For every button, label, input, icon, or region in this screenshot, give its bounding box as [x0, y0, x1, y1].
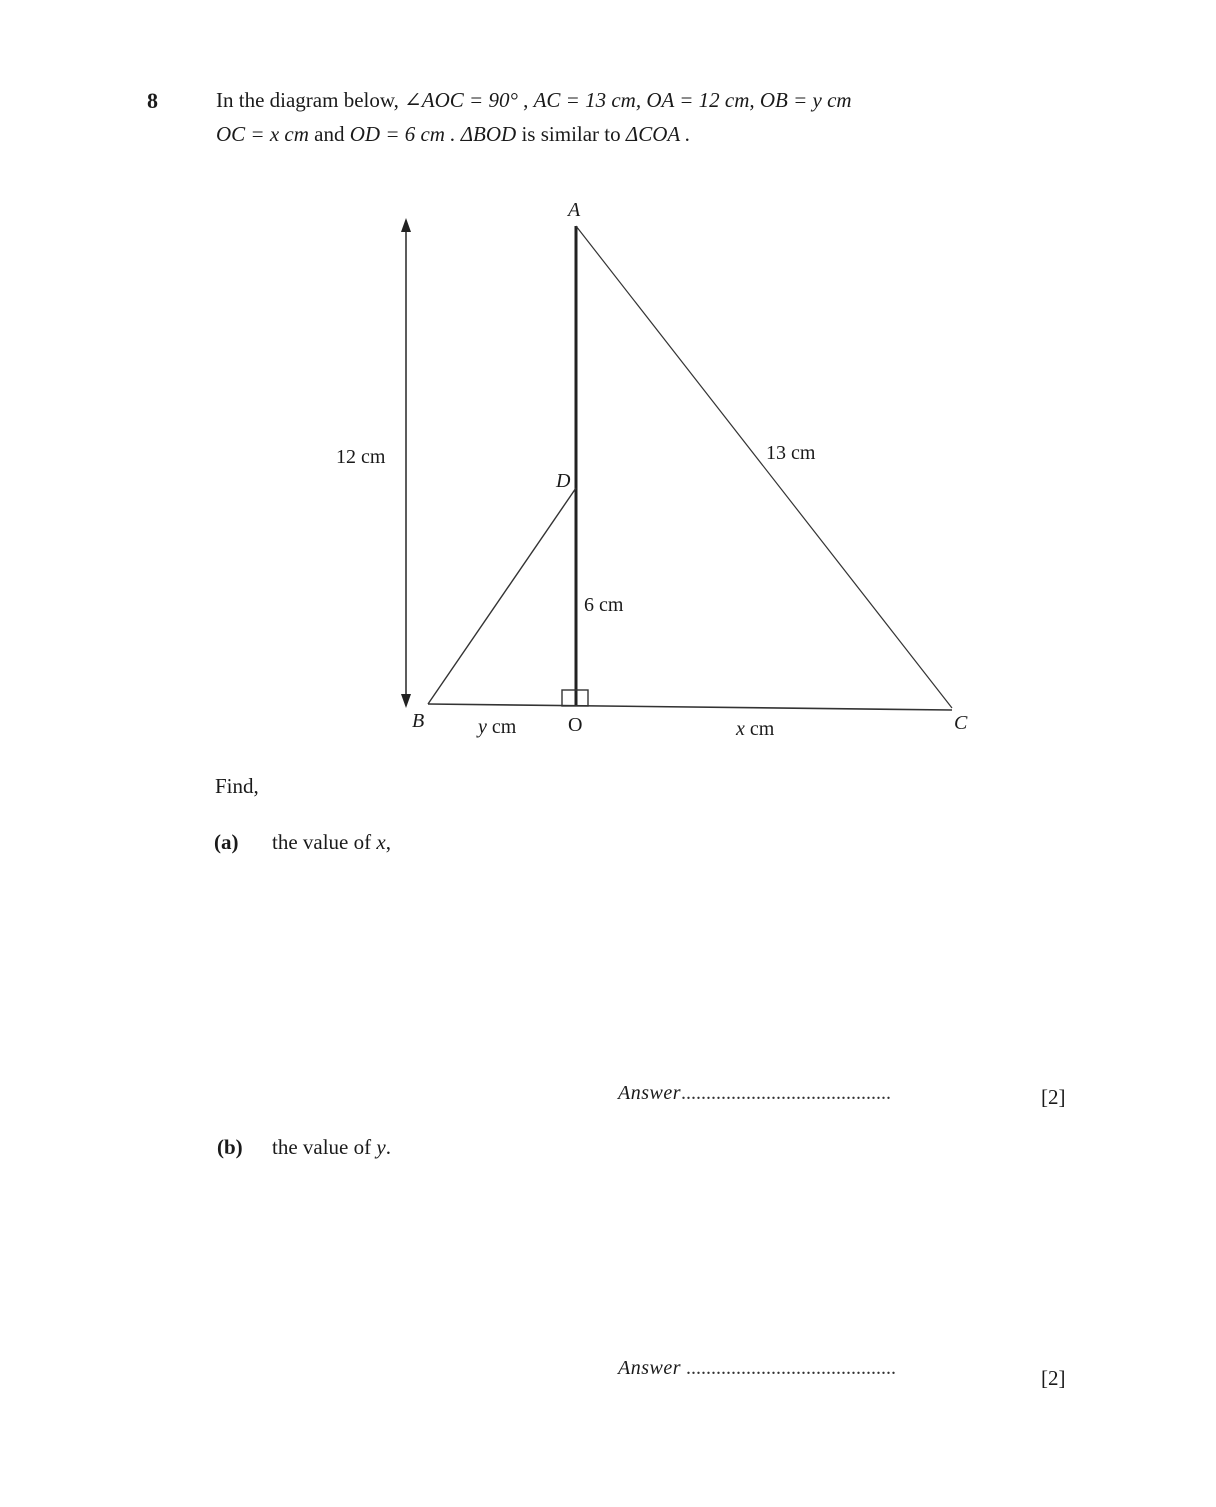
stem-angle: ∠AOC = 90° — [404, 88, 518, 112]
part-b-answer-label: Answer — [618, 1357, 681, 1379]
segment-bc — [428, 704, 952, 710]
segment-bd — [428, 488, 576, 704]
part-b-answer-dots: .......................................... — [686, 1357, 896, 1379]
part-b-marks: [2] — [1041, 1366, 1066, 1390]
stem-prefix: In the diagram below, — [216, 88, 399, 112]
point-label-d: D — [556, 470, 571, 492]
point-label-a: A — [568, 199, 581, 221]
part-a-answer — [618, 1082, 891, 1105]
part-a-answer-dots: .......................................... — [681, 1082, 891, 1104]
length-label-ob: y cm — [478, 716, 517, 738]
part-a-marks: [2] — [1041, 1085, 1066, 1109]
find-instruction: Find, — [215, 774, 259, 798]
question-stem-line-1: In the diagram below, ∠AOC = 90° , AC = 13 cm, OA = 12 cm, OB = y cm — [216, 88, 852, 112]
length-label-ac: 13 cm — [766, 442, 816, 464]
point-label-b: B — [412, 710, 425, 732]
stem-od: OD = 6 cm . — [349, 122, 456, 146]
part-a-answer-label: Answer — [618, 1082, 681, 1104]
stem-oa: OA = 12 cm, — [646, 88, 755, 112]
part-a-letter: (a) — [214, 830, 239, 854]
stem-ac: AC = 13 cm, — [533, 88, 642, 112]
point-label-o: O — [568, 714, 583, 736]
part-b-answer — [618, 1357, 896, 1380]
part-b-letter: (b) — [217, 1135, 243, 1159]
stem-similar-a: ΔBOD — [460, 122, 517, 146]
length-label-od: 6 cm — [584, 594, 624, 616]
stem-and: and — [314, 122, 345, 146]
part-b-text: the value of y. — [272, 1135, 391, 1159]
stem-similar-b: ΔCOA . — [625, 122, 691, 146]
stem-oc: OC = x cm — [216, 122, 309, 146]
stem-similar-text: is similar to — [521, 122, 621, 146]
length-label-height: 12 cm — [336, 446, 386, 468]
stem-ob: OB = y cm — [759, 88, 852, 112]
height-dimension-arrow — [401, 218, 411, 708]
question-number: 8 — [147, 88, 158, 113]
point-label-c: C — [954, 712, 968, 734]
length-label-oc: x cm — [736, 718, 775, 740]
segment-ac — [576, 226, 952, 708]
part-a-text: the value of x, — [272, 830, 391, 854]
